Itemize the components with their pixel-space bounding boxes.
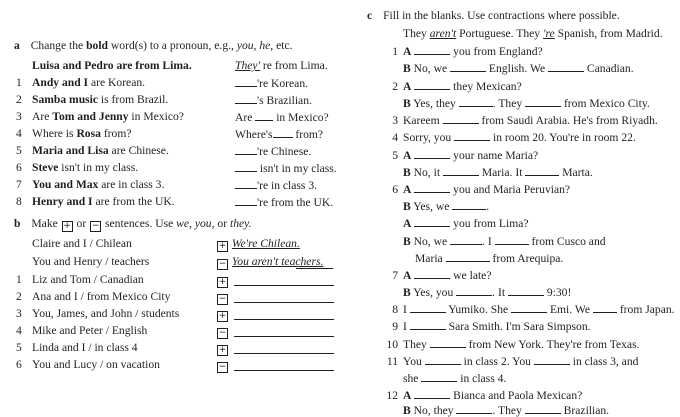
- section-a-example-right: [235, 60, 328, 72]
- text-fragment: in room 20. You're in room 22.: [490, 131, 636, 144]
- text-fragment: No, it: [413, 166, 443, 179]
- text-fragment: Fill in the blanks. Use contractions where possible.: [383, 9, 620, 22]
- item-number: 5: [392, 149, 398, 162]
- section-b-item-5-sign: [216, 342, 229, 356]
- text-fragment: Ana and I / from Mexico City: [32, 290, 171, 303]
- text-fragment: are Korean.: [88, 76, 146, 89]
- text-fragment: No, we: [413, 62, 451, 75]
- text-fragment: You, James, and John / students: [32, 307, 180, 320]
- text-fragment: Kareem: [403, 114, 443, 127]
- answer-blank[interactable]: [414, 269, 450, 279]
- section-c-item-7a: [376, 269, 491, 282]
- section-a-instruction: [14, 40, 293, 52]
- text-fragment: We're Chilean.: [231, 237, 300, 250]
- emphasis-text: Andy and I: [32, 76, 89, 89]
- section-b-item-3: [16, 308, 179, 320]
- text-fragment: Liz and Tom / Canadian: [32, 273, 144, 286]
- item-number: 4: [16, 127, 22, 140]
- section-b-answer-5[interactable]: [234, 353, 334, 354]
- answer-blank[interactable]: [414, 183, 450, 193]
- item-number: 5: [16, 144, 22, 157]
- text-fragment: Sara Smith. I'm Sara Simpson.: [445, 320, 591, 333]
- text-fragment: Portuguese. They: [456, 27, 543, 40]
- section-c-item-6c: [403, 217, 529, 230]
- answer-blank: [235, 77, 257, 87]
- text-fragment: isn't in my class.: [257, 162, 337, 175]
- item-number: 3: [16, 110, 22, 123]
- text-fragment: etc.: [273, 39, 293, 52]
- text-fragment: we late?: [450, 269, 492, 282]
- text-fragment: are Chinese.: [108, 144, 169, 157]
- answer-blank[interactable]: [593, 303, 617, 313]
- answer-blank[interactable]: [456, 286, 492, 296]
- section-c-item-7b: [403, 286, 571, 299]
- emphasis-text: Steve: [32, 161, 59, 174]
- answer-blank[interactable]: [430, 338, 466, 348]
- text-fragment: from Mexico City.: [561, 97, 650, 110]
- section-b-item-4-sign: [216, 325, 229, 339]
- answer-blank[interactable]: [443, 114, 479, 124]
- section-a-answer-8[interactable]: [235, 196, 333, 209]
- answer-blank[interactable]: [452, 200, 486, 210]
- section-b-letter: b: [14, 217, 21, 230]
- speaker-label: A: [403, 80, 412, 93]
- answer-blank[interactable]: [508, 286, 544, 296]
- emphasis-text: Samba music: [32, 93, 99, 106]
- section-c-item-3: [376, 114, 658, 127]
- emphasis-text: You and Max: [32, 178, 99, 191]
- item-number: 10: [386, 338, 398, 351]
- answer-blank[interactable]: [525, 166, 559, 176]
- text-fragment: They': [235, 59, 261, 72]
- answer-blank[interactable]: [450, 62, 486, 72]
- answer-blank[interactable]: [414, 80, 450, 90]
- section-c-item-9: [376, 320, 591, 333]
- answer-blank[interactable]: [410, 303, 446, 313]
- emphasis-text: Henry and I: [32, 195, 93, 208]
- section-a-answer-7[interactable]: [235, 179, 317, 192]
- item-number: 4: [392, 131, 398, 144]
- text-fragment: Make: [31, 217, 61, 230]
- text-fragment: in class 3, and: [569, 355, 639, 368]
- item-number: 6: [392, 183, 398, 196]
- answer-blank[interactable]: [414, 389, 450, 399]
- text-fragment: are in class 3.: [98, 178, 165, 191]
- section-c-item-10: [376, 338, 640, 351]
- speaker-label: A: [403, 217, 412, 230]
- item-number: 2: [16, 93, 22, 106]
- text-fragment: she: [403, 372, 422, 385]
- text-fragment: Are: [32, 110, 53, 123]
- text-fragment: aren't: [429, 27, 457, 40]
- section-b-answer-6[interactable]: [234, 370, 334, 371]
- answer-blank[interactable]: [454, 131, 490, 141]
- text-fragment: they Mexican?: [450, 80, 522, 93]
- text-fragment: Are: [235, 111, 253, 124]
- text-fragment: You: [403, 355, 425, 368]
- item-number: 4: [16, 324, 22, 337]
- text-fragment: No, they: [413, 404, 457, 417]
- section-c-example: [403, 28, 663, 40]
- text-fragment: isn't in my class.: [58, 161, 139, 174]
- item-number: 6: [16, 358, 22, 371]
- answer-blank[interactable]: [525, 404, 561, 414]
- plus-box-icon: +: [218, 241, 227, 251]
- minus-box-icon: −: [91, 221, 100, 231]
- answer-blank[interactable]: [414, 149, 450, 159]
- speaker-label: A: [403, 45, 412, 58]
- section-b-item-6-sign: [216, 359, 229, 373]
- text-fragment: in Mexico?: [273, 111, 329, 124]
- answer-blank: [235, 162, 257, 172]
- section-a-answer-1[interactable]: [235, 77, 308, 90]
- section-b-answer-1[interactable]: [234, 285, 334, 286]
- section-a-item-6: [16, 162, 138, 174]
- item-number: 12: [386, 389, 398, 402]
- answer-blank[interactable]: [459, 97, 493, 107]
- answer-blank[interactable]: [450, 235, 482, 245]
- section-c-item-11a: [376, 355, 638, 368]
- section-a-item-4: [16, 128, 132, 140]
- speaker-label: A: [403, 389, 412, 402]
- text-fragment: Spanish, from Madrid.: [554, 27, 663, 40]
- section-c-item-1b: [403, 62, 634, 75]
- answer-blank[interactable]: [548, 62, 584, 72]
- section-c-item-12b: [403, 404, 609, 417]
- section-a-answer-5[interactable]: [235, 145, 311, 158]
- plus-box-icon: +: [218, 311, 227, 321]
- item-number: 8: [16, 195, 22, 208]
- section-b-answer-4[interactable]: [234, 336, 334, 337]
- answer-blank: [235, 94, 257, 104]
- text-fragment: Yes, we: [413, 200, 453, 213]
- plus-box-icon: +: [218, 345, 227, 355]
- speaker-label: B: [403, 404, 411, 417]
- text-fragment: from Saudi Arabia. He's from Riyadh.: [478, 114, 658, 127]
- text-fragment: 're Korean.: [257, 77, 309, 90]
- item-number: 5: [16, 341, 22, 354]
- text-fragment: . It: [492, 286, 508, 299]
- section-a-answer-4[interactable]: [235, 128, 323, 141]
- answer-blank: [235, 179, 257, 189]
- text-fragment: Change the: [30, 39, 87, 52]
- text-fragment: . I: [482, 235, 495, 248]
- answer-blank[interactable]: [410, 320, 446, 330]
- text-fragment: your name Maria?: [450, 149, 539, 162]
- item-number: 8: [392, 303, 398, 316]
- speaker-label: B: [403, 62, 411, 75]
- text-fragment: Maria: [415, 252, 446, 265]
- section-c-item-12a: [376, 389, 582, 402]
- text-fragment: No, we: [413, 235, 451, 248]
- text-fragment: 're: [543, 27, 555, 40]
- section-a-item-2: [16, 94, 168, 106]
- text-fragment: Mike and Peter / English: [32, 324, 148, 337]
- minus-box-icon: −: [218, 294, 227, 304]
- emphasis-text: Luisa and Pedro are from Lima.: [32, 59, 192, 72]
- answer-blank[interactable]: [414, 217, 450, 227]
- speaker-label: B: [403, 286, 411, 299]
- text-fragment: Sorry, you: [403, 131, 455, 144]
- section-c-item-8: [376, 303, 675, 316]
- text-fragment: you from Lima?: [450, 217, 529, 230]
- section-a-item-3: [16, 111, 184, 123]
- text-fragment: 9:30!: [543, 286, 572, 299]
- text-fragment: is from Brazil.: [98, 93, 169, 106]
- text-fragment: word(s) to a pronoun, e.g.,: [108, 39, 237, 52]
- emphasis-text: we, you,: [176, 217, 215, 230]
- text-fragment: . They: [492, 404, 525, 417]
- text-fragment: Where's: [235, 128, 273, 141]
- item-number: 7: [392, 269, 398, 282]
- text-fragment: from?: [292, 128, 324, 141]
- text-fragment: Yes, they: [413, 97, 459, 110]
- section-a-item-1: [16, 77, 145, 89]
- section-a-letter: a: [14, 39, 20, 52]
- text-fragment: Maria. It: [478, 166, 526, 179]
- text-fragment: from Cusco and: [528, 235, 606, 248]
- answer-blank[interactable]: [446, 252, 490, 262]
- example-2-rule: [296, 268, 333, 269]
- emphasis-text: you, he,: [236, 39, 274, 52]
- text-fragment: in class 4.: [457, 372, 507, 385]
- section-b-answer-2[interactable]: [234, 302, 334, 303]
- answer-blank[interactable]: [511, 303, 547, 313]
- text-fragment: I: [403, 303, 410, 316]
- speaker-label: B: [403, 235, 411, 248]
- section-b-item-3-sign: [216, 308, 229, 322]
- answer-blank[interactable]: [525, 97, 561, 107]
- section-c-item-6b: [403, 200, 489, 213]
- item-number: 2: [16, 290, 22, 303]
- section-b-item-1: [16, 274, 144, 286]
- item-number: 1: [16, 76, 22, 89]
- section-b-example-1-answer: [216, 238, 300, 252]
- minus-box-icon: −: [218, 259, 227, 269]
- text-fragment: or: [214, 217, 230, 230]
- text-fragment: Brazilian.: [560, 404, 610, 417]
- section-b-item-4: [16, 325, 147, 337]
- emphasis-text: Maria and Lisa: [32, 144, 109, 157]
- section-c-item-5a: [376, 149, 538, 162]
- section-c-instruction: [367, 10, 620, 22]
- plus-box-icon: +: [218, 277, 227, 287]
- item-number: 6: [16, 161, 22, 174]
- section-b-answer-3[interactable]: [234, 319, 334, 320]
- section-b-item-5: [16, 342, 138, 354]
- item-number: 11: [386, 355, 398, 368]
- text-fragment: 's Brazilian.: [257, 94, 312, 107]
- answer-blank[interactable]: [534, 355, 570, 365]
- text-fragment: Where is: [32, 127, 77, 140]
- item-number: 1: [16, 273, 22, 286]
- section-a-item-7: [16, 179, 164, 191]
- text-fragment: are from the UK.: [92, 195, 175, 208]
- text-fragment: .: [486, 200, 490, 213]
- section-c-letter: c: [367, 9, 373, 22]
- answer-blank[interactable]: [443, 166, 479, 176]
- speaker-label: A: [403, 183, 412, 196]
- section-c-item-11b: [403, 372, 506, 385]
- item-number: 3: [392, 114, 398, 127]
- section-a-answer-2[interactable]: [235, 94, 312, 107]
- text-fragment: 're in class 3.: [257, 179, 318, 192]
- answer-blank[interactable]: [414, 45, 450, 55]
- speaker-label: B: [403, 200, 411, 213]
- text-fragment: Marta.: [559, 166, 593, 179]
- section-c-item-6e: [415, 252, 563, 265]
- answer-blank: [235, 196, 257, 206]
- text-fragment: Canadian.: [584, 62, 634, 75]
- section-b-item-2: [16, 291, 170, 303]
- section-b-item-2-sign: [216, 291, 229, 305]
- section-a-example-left: [32, 60, 192, 72]
- text-fragment: English. We: [486, 62, 549, 75]
- text-fragment: you and Maria Peruvian?: [450, 183, 571, 196]
- text-fragment: 're Chinese.: [257, 145, 312, 158]
- minus-box-icon: −: [218, 328, 227, 338]
- answer-blank[interactable]: [421, 372, 457, 382]
- answer-blank: [255, 111, 273, 121]
- text-fragment: re from Lima.: [260, 59, 328, 72]
- answer-blank[interactable]: [425, 355, 461, 365]
- text-fragment: sentences. Use: [102, 217, 177, 230]
- item-number: 9: [392, 320, 398, 333]
- text-fragment: Yes, you: [413, 286, 457, 299]
- text-fragment: you from England?: [450, 45, 543, 58]
- item-number: 2: [392, 80, 398, 93]
- text-fragment: from New York. They're from Texas.: [465, 338, 640, 351]
- text-fragment: in Mexico?: [128, 110, 184, 123]
- section-c-item-6d: [403, 235, 606, 248]
- section-a-answer-3[interactable]: [235, 111, 329, 124]
- text-fragment: . They: [492, 97, 526, 110]
- section-b-example-2: You and Henry / teachers: [32, 255, 150, 268]
- answer-blank[interactable]: [495, 235, 529, 245]
- emphasis-text: Rosa: [76, 127, 101, 140]
- section-a-answer-6[interactable]: [235, 162, 337, 175]
- text-fragment: or: [73, 217, 90, 230]
- emphasis-text: they.: [229, 217, 252, 230]
- answer-blank[interactable]: [456, 404, 492, 414]
- speaker-label: B: [403, 166, 411, 179]
- plus-box-icon: +: [63, 221, 71, 231]
- speaker-label: B: [403, 97, 411, 110]
- section-b-example-1: Claire and I / Chilean: [32, 237, 132, 250]
- section-b-instruction: [14, 218, 252, 232]
- section-c-item-4: [376, 131, 636, 144]
- item-number: 3: [16, 307, 22, 320]
- section-a-item-5: [16, 145, 169, 157]
- speaker-label: A: [403, 269, 412, 282]
- section-c-item-2a: [376, 80, 522, 93]
- speaker-label: A: [403, 149, 412, 162]
- text-fragment: from Arequipa.: [489, 252, 564, 265]
- emphasis-text: Tom and Jenny: [52, 110, 129, 123]
- answer-blank: [273, 128, 293, 138]
- text-fragment: Bianca and Paola Mexican?: [450, 389, 583, 402]
- section-b-item-1-sign: [216, 274, 229, 288]
- section-c-item-1a: [376, 45, 543, 58]
- text-fragment: They: [403, 338, 430, 351]
- text-fragment: I: [403, 320, 410, 333]
- item-number: 7: [16, 178, 22, 191]
- section-c-item-5b: [403, 166, 593, 179]
- text-fragment: You aren't teachers.: [231, 255, 324, 268]
- text-fragment: in class 2. You: [460, 355, 534, 368]
- text-fragment: 're from the UK.: [257, 196, 334, 209]
- text-fragment: They: [403, 27, 430, 40]
- text-fragment: from Japan.: [616, 303, 675, 316]
- section-c-item-6a: [376, 183, 570, 196]
- text-fragment: You and Lucy / on vacation: [32, 358, 160, 371]
- text-fragment: Linda and I / in class 4: [32, 341, 138, 354]
- section-a-item-8: [16, 196, 175, 208]
- section-b-item-6: [16, 359, 160, 371]
- text-fragment: from?: [100, 127, 132, 140]
- answer-blank: [235, 145, 257, 155]
- item-number: 1: [392, 45, 398, 58]
- emphasis-text: bold: [86, 39, 109, 52]
- text-fragment: Emi. We: [547, 303, 593, 316]
- minus-box-icon: −: [218, 362, 227, 372]
- text-fragment: Yumiko. She: [445, 303, 512, 316]
- section-c-item-2b: [403, 97, 650, 110]
